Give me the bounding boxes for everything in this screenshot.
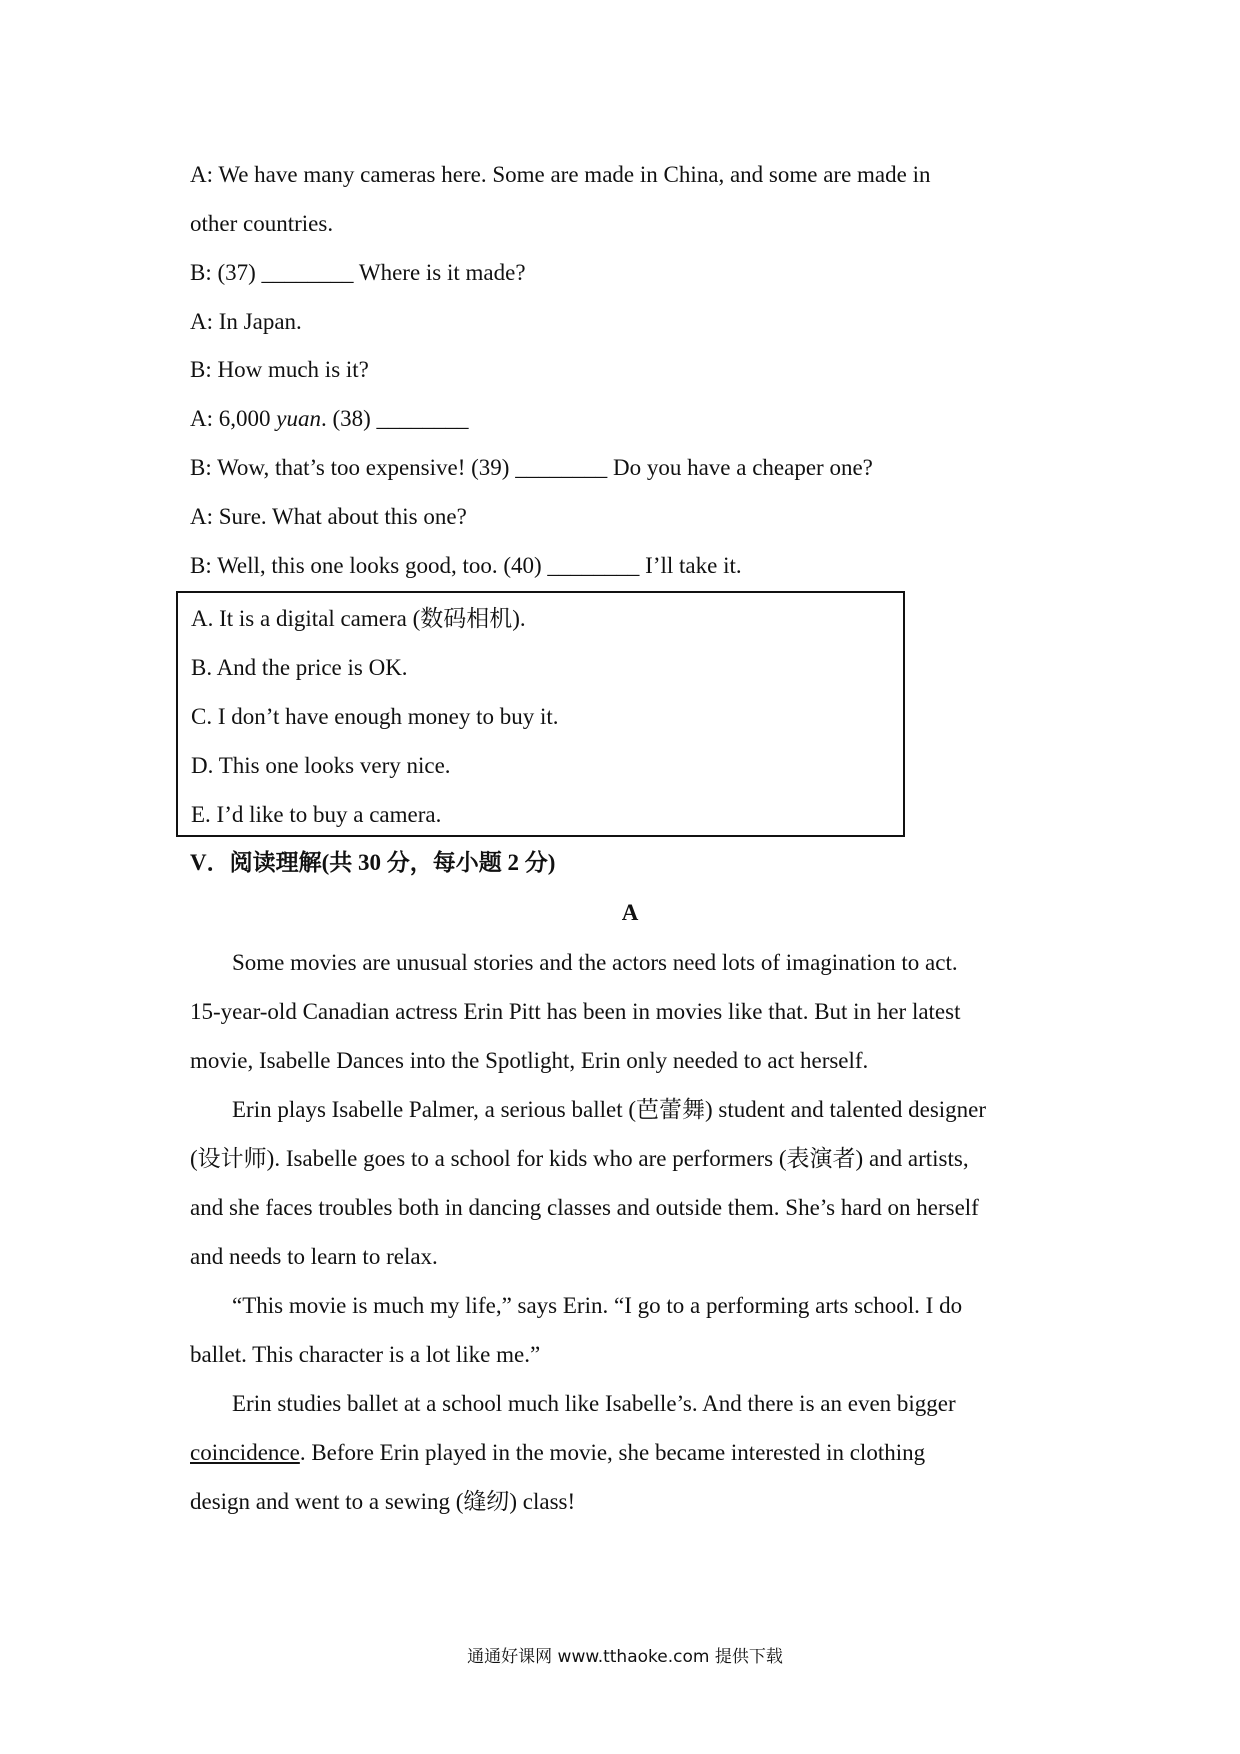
underlined-word-coincidence: coincidence (190, 1440, 300, 1465)
dialogue-line-8: A: Sure. What about this one? (190, 504, 467, 529)
passage-p2-line-3: and she faces troubles both in dancing classes and outside them. She’s hard on herself (190, 1195, 979, 1220)
option-d: D. This one looks very nice. (191, 753, 451, 778)
passage-p1-line-3: movie, Isabelle Dances into the Spotlight, Erin only needed to act herself. (190, 1048, 869, 1073)
passage-p3-line-1: “This movie is much my life,” says Erin. “I go to a performing arts school. I do (232, 1293, 963, 1318)
dialogue-line-6-yuan: yuan (276, 406, 321, 431)
option-c: C. I don’t have enough money to buy it. (191, 704, 559, 729)
passage-p4-line-2-rest: . Before Erin played in the movie, she became interested in clothing (299, 1440, 926, 1465)
passage-p3-line-2: ballet. This character is a lot like me.” (190, 1342, 541, 1367)
dialogue-line-9: B: Well, this one looks good, too. (40) ________ I’ll take it. (190, 553, 742, 578)
dialogue-line-5: B: How much is it? (190, 357, 369, 382)
section-heading: V．阅读理解(共 30 分，每小题 2 分) (190, 850, 556, 875)
passage-p2-line-4: and needs to learn to relax. (190, 1244, 438, 1269)
passage-p1-line-1: Some movies are unusual stories and the actors need lots of imagination to act. (232, 950, 958, 975)
dialogue-line-7: B: Wow, that’s too expensive! (39) ________ Do you have a cheaper one? (190, 455, 873, 480)
dialogue-line-6-end: . (38) ________ (320, 406, 469, 431)
dialogue-line-1: A: We have many cameras here. Some are made in China, and some are made in (190, 162, 931, 187)
passage-p1-line-2: 15-year-old Canadian actress Erin Pitt has been in movies like that. But in her latest (190, 999, 961, 1024)
options-box (176, 591, 905, 837)
dialogue-line-3: B: (37) ________ Where is it made? (190, 260, 526, 285)
passage-p2-line-2: (设计师). Isabelle goes to a school for kids who are performers (表演者) and artists, (190, 1146, 969, 1171)
option-b: B. And the price is OK. (191, 655, 408, 680)
dialogue-line-4: A: In Japan. (190, 309, 302, 334)
passage-p4-line-2 (190, 1438, 925, 1468)
option-a: A. It is a digital camera (数码相机). (191, 606, 526, 631)
dialogue-line-2: other countries. (190, 211, 334, 236)
dialogue-line-6 (190, 404, 469, 434)
page-footer: 通通好课网 www.tthaoke.com 提供下载 (467, 1647, 783, 1667)
passage-p4-line-3: design and went to a sewing (缝纫) class! (190, 1489, 576, 1514)
dialogue-line-6-start: A: 6,000 (190, 406, 277, 431)
option-e: E. I’d like to buy a camera. (191, 802, 442, 827)
passage-p2-line-1: Erin plays Isabelle Palmer, a serious ballet (芭蕾舞) student and talented designer (232, 1097, 987, 1122)
passage-title: A (621, 900, 639, 925)
passage-p4-line-1: Erin studies ballet at a school much like Isabelle’s. And there is an even bigger (232, 1391, 956, 1416)
